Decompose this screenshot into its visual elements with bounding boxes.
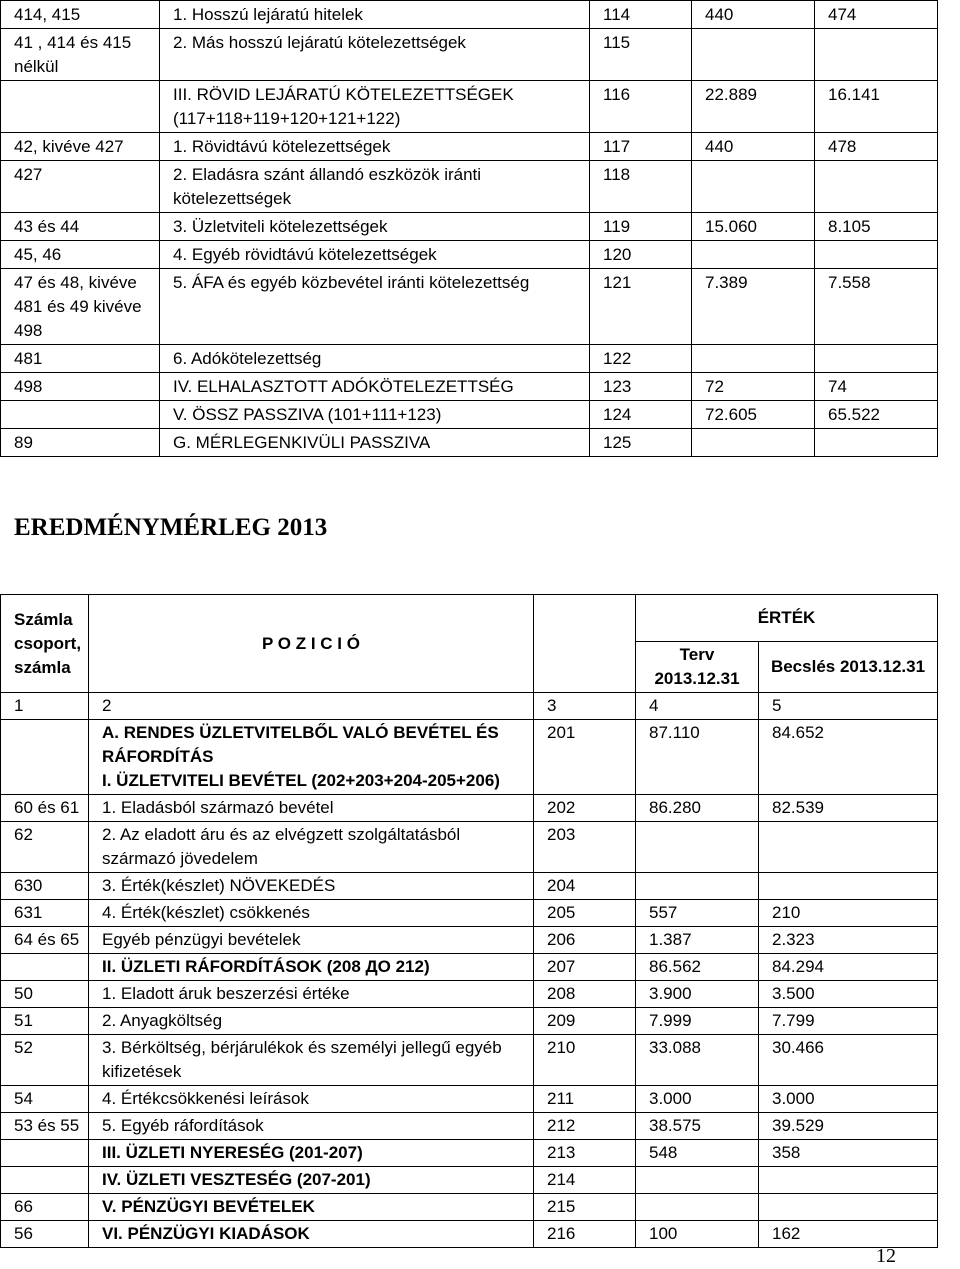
table-cell: 64 és 65: [1, 927, 89, 954]
table-cell: [759, 1194, 938, 1221]
table-row: [1, 795, 938, 822]
table-row: [1, 161, 938, 213]
table-cell: III. RÖVID LEJÁRATÚ KÖTELEZETTSÉGEK (117+118+119+120+121+122): [160, 81, 590, 133]
table-row: [1, 81, 938, 133]
table-cell: 3. Érték(készlet) NÖVEKEDÉS: [89, 873, 534, 900]
table-row: [1, 981, 938, 1008]
table-cell: 474: [815, 1, 938, 29]
table-cell: [1, 954, 89, 981]
table-cell: [636, 1167, 759, 1194]
table-cell: 211: [534, 1086, 636, 1113]
table-row: [1, 954, 938, 981]
header-account-group: Számla csoport, számla: [1, 595, 89, 693]
table-cell: III. ÜZLETI NYERESÉG (201-207): [89, 1140, 534, 1167]
table-row: [1, 373, 938, 401]
table-cell: [692, 429, 815, 457]
table-cell: 214: [534, 1167, 636, 1194]
table-cell: 4. Egyéb rövidtávú kötelezettségek: [160, 241, 590, 269]
table-cell: 125: [590, 429, 692, 457]
table-cell: 212: [534, 1113, 636, 1140]
table-row: [1, 1, 938, 29]
table-row: [1, 1221, 938, 1248]
table-cell: 8.105: [815, 213, 938, 241]
table-cell: [636, 822, 759, 873]
table-cell: 72: [692, 373, 815, 401]
table-cell: 3.900: [636, 981, 759, 1008]
table-cell: [1, 401, 160, 429]
table-cell: 87.110: [636, 720, 759, 795]
table-row: [1, 133, 938, 161]
table-cell: 2.323: [759, 927, 938, 954]
table-row: [1, 213, 938, 241]
table-cell: [692, 29, 815, 81]
table-cell: [1, 720, 89, 795]
table-cell: 86.562: [636, 954, 759, 981]
table-cell: 1. Eladásból származó bevétel: [89, 795, 534, 822]
table-cell: 207: [534, 954, 636, 981]
table-cell: Egyéb pénzügyi bevételek: [89, 927, 534, 954]
table-cell: 114: [590, 1, 692, 29]
table-row: [1, 345, 938, 373]
table-cell: A. RENDES ÜZLETVITELBŐL VALÓ BEVÉTEL ÉS RÁFORDÍTÁS I. ÜZLETVITELI BEVÉTEL (202+203+204-205+206): [89, 720, 534, 795]
header-value: ÉRTÉK: [636, 595, 938, 642]
column-number: 1: [1, 693, 89, 720]
table-cell: 1. Hosszú lejáratú hitelek: [160, 1, 590, 29]
table-cell: 1. Eladott áruk beszerzési értéke: [89, 981, 534, 1008]
table-cell: 43 és 44: [1, 213, 160, 241]
table-cell: 162: [759, 1221, 938, 1248]
table-cell: 210: [759, 900, 938, 927]
table-cell: 42, kivéve 427: [1, 133, 160, 161]
table-cell: 7.558: [815, 269, 938, 345]
table-cell: 481: [1, 345, 160, 373]
table-cell: 557: [636, 900, 759, 927]
table-cell: 631: [1, 900, 89, 927]
table-cell: 2. Anyagköltség: [89, 1008, 534, 1035]
table-cell: 7.389: [692, 269, 815, 345]
table-cell: 414, 415: [1, 1, 160, 29]
table-cell: 52: [1, 1035, 89, 1086]
table-cell: 3. Bérköltség, bérjárulékok és személyi jellegű egyéb kifizetések: [89, 1035, 534, 1086]
table-cell: 15.060: [692, 213, 815, 241]
table-cell: VI. PÉNZÜGYI KIADÁSOK: [89, 1221, 534, 1248]
table-cell: 89: [1, 429, 160, 457]
table-cell: 478: [815, 133, 938, 161]
table-row: [1, 269, 938, 345]
table-cell: 47 és 48, kivéve 481 és 49 kivéve 498: [1, 269, 160, 345]
table-cell: 115: [590, 29, 692, 81]
header-position: P O Z I C I Ó: [89, 595, 534, 693]
table-cell: 440: [692, 133, 815, 161]
table-cell: V. ÖSSZ PASSZIVA (101+111+123): [160, 401, 590, 429]
table-cell: 630: [1, 873, 89, 900]
table-cell: 84.652: [759, 720, 938, 795]
table-cell: 54: [1, 1086, 89, 1113]
table-cell: [815, 345, 938, 373]
table-cell: 124: [590, 401, 692, 429]
table-cell: 72.605: [692, 401, 815, 429]
table-cell: 121: [590, 269, 692, 345]
table-cell: 84.294: [759, 954, 938, 981]
table-cell: [1, 1140, 89, 1167]
table-cell: 51: [1, 1008, 89, 1035]
table-cell: 498: [1, 373, 160, 401]
table-row: [1, 927, 938, 954]
table-cell: 2. Más hosszú lejáratú kötelezettségek: [160, 29, 590, 81]
table-cell: 5. ÁFA és egyéb közbevétel iránti kötelezettség: [160, 269, 590, 345]
table-cell: 204: [534, 873, 636, 900]
table-cell: 120: [590, 241, 692, 269]
table-cell: 4. Érték(készlet) csökkenés: [89, 900, 534, 927]
table-cell: 6. Adókötelezettség: [160, 345, 590, 373]
table-row: [1, 241, 938, 269]
page-number: 12: [876, 1245, 896, 1267]
table-cell: [1, 81, 160, 133]
table-cell: 38.575: [636, 1113, 759, 1140]
table-cell: 39.529: [759, 1113, 938, 1140]
table-cell: 7.799: [759, 1008, 938, 1035]
table-cell: [759, 822, 938, 873]
header-plan: Terv 2013.12.31: [636, 642, 759, 693]
table-cell: 216: [534, 1221, 636, 1248]
table-row: [1, 429, 938, 457]
table-cell: 22.889: [692, 81, 815, 133]
table-cell: 41 , 414 és 415 nélkül: [1, 29, 160, 81]
income-statement-table: [0, 594, 938, 1248]
section-title: EREDMÉNYMÉRLEG 2013: [14, 514, 328, 541]
table-cell: [815, 29, 938, 81]
table-cell: 2. Eladásra szánt állandó eszközök iránti kötelezettségek: [160, 161, 590, 213]
table-cell: 3.000: [636, 1086, 759, 1113]
table-cell: 116: [590, 81, 692, 133]
balance-sheet-table: [0, 0, 938, 457]
table-cell: 74: [815, 373, 938, 401]
table-row: [1, 1194, 938, 1221]
table-row: [1, 1086, 938, 1113]
table-cell: 82.539: [759, 795, 938, 822]
table-cell: 202: [534, 795, 636, 822]
table-cell: 548: [636, 1140, 759, 1167]
table-cell: 86.280: [636, 795, 759, 822]
table-cell: 215: [534, 1194, 636, 1221]
table-row: [1, 822, 938, 873]
table-row: [1, 1113, 938, 1140]
table-row: [1, 1140, 938, 1167]
table-cell: 3.000: [759, 1086, 938, 1113]
table-cell: [759, 1167, 938, 1194]
table-cell: 427: [1, 161, 160, 213]
table-cell: 33.088: [636, 1035, 759, 1086]
table-cell: [692, 345, 815, 373]
table-cell: 209: [534, 1008, 636, 1035]
table-cell: 100: [636, 1221, 759, 1248]
table-cell: 5. Egyéb ráfordítások: [89, 1113, 534, 1140]
table-cell: 53 és 55: [1, 1113, 89, 1140]
table-row: [1, 1167, 938, 1194]
column-number: 5: [759, 693, 938, 720]
table-cell: II. ÜZLETI RÁFORDÍTÁSOK (208 ДО 212): [89, 954, 534, 981]
column-number: 2: [89, 693, 534, 720]
table-row: [1, 900, 938, 927]
table-cell: 1.387: [636, 927, 759, 954]
table-cell: 30.466: [759, 1035, 938, 1086]
table-cell: IV. ÜZLETI VESZTESÉG (207-201): [89, 1167, 534, 1194]
table-cell: V. PÉNZÜGYI BEVÉTELEK: [89, 1194, 534, 1221]
table-cell: [692, 161, 815, 213]
table-cell: 440: [692, 1, 815, 29]
table-cell: [636, 873, 759, 900]
table-cell: 206: [534, 927, 636, 954]
table-cell: [692, 241, 815, 269]
table-cell: 208: [534, 981, 636, 1008]
table-cell: 119: [590, 213, 692, 241]
table-row: [1, 1008, 938, 1035]
table-cell: 45, 46: [1, 241, 160, 269]
header-estimate: Becslés 2013.12.31: [759, 642, 938, 693]
table-cell: G. MÉRLEGENKIVÜLI PASSZIVA: [160, 429, 590, 457]
column-number: 4: [636, 693, 759, 720]
table-cell: 56: [1, 1221, 89, 1248]
table-cell: 123: [590, 373, 692, 401]
table-cell: [815, 429, 938, 457]
table-cell: [815, 161, 938, 213]
table-cell: 3.500: [759, 981, 938, 1008]
table-cell: 201: [534, 720, 636, 795]
table-cell: 66: [1, 1194, 89, 1221]
table-cell: 213: [534, 1140, 636, 1167]
table-cell: 50: [1, 981, 89, 1008]
table-row: [1, 29, 938, 81]
table-row: [1, 1035, 938, 1086]
table-row: [1, 720, 938, 795]
table-cell: 4. Értékcsökkenési leírások: [89, 1086, 534, 1113]
table-cell: 203: [534, 822, 636, 873]
table-cell: 358: [759, 1140, 938, 1167]
table-cell: 62: [1, 822, 89, 873]
table-cell: [1, 1167, 89, 1194]
table-cell: 60 és 61: [1, 795, 89, 822]
table-cell: 205: [534, 900, 636, 927]
table-row: [1, 873, 938, 900]
table-cell: 1. Rövidtávú kötelezettségek: [160, 133, 590, 161]
table-cell: [815, 241, 938, 269]
table-cell: 7.999: [636, 1008, 759, 1035]
table-cell: 16.141: [815, 81, 938, 133]
table-cell: [759, 873, 938, 900]
table-cell: 118: [590, 161, 692, 213]
table-row: [1, 401, 938, 429]
table-cell: 65.522: [815, 401, 938, 429]
table-cell: 2. Az eladott áru és az elvégzett szolgáltatásból származó jövedelem: [89, 822, 534, 873]
table-cell: [636, 1194, 759, 1221]
table-cell: 117: [590, 133, 692, 161]
table-cell: 3. Üzletviteli kötelezettségek: [160, 213, 590, 241]
table-cell: IV. ELHALASZTOTT ADÓKÖTELEZETTSÉG: [160, 373, 590, 401]
table-cell: 122: [590, 345, 692, 373]
table-cell: 210: [534, 1035, 636, 1086]
column-number: 3: [534, 693, 636, 720]
